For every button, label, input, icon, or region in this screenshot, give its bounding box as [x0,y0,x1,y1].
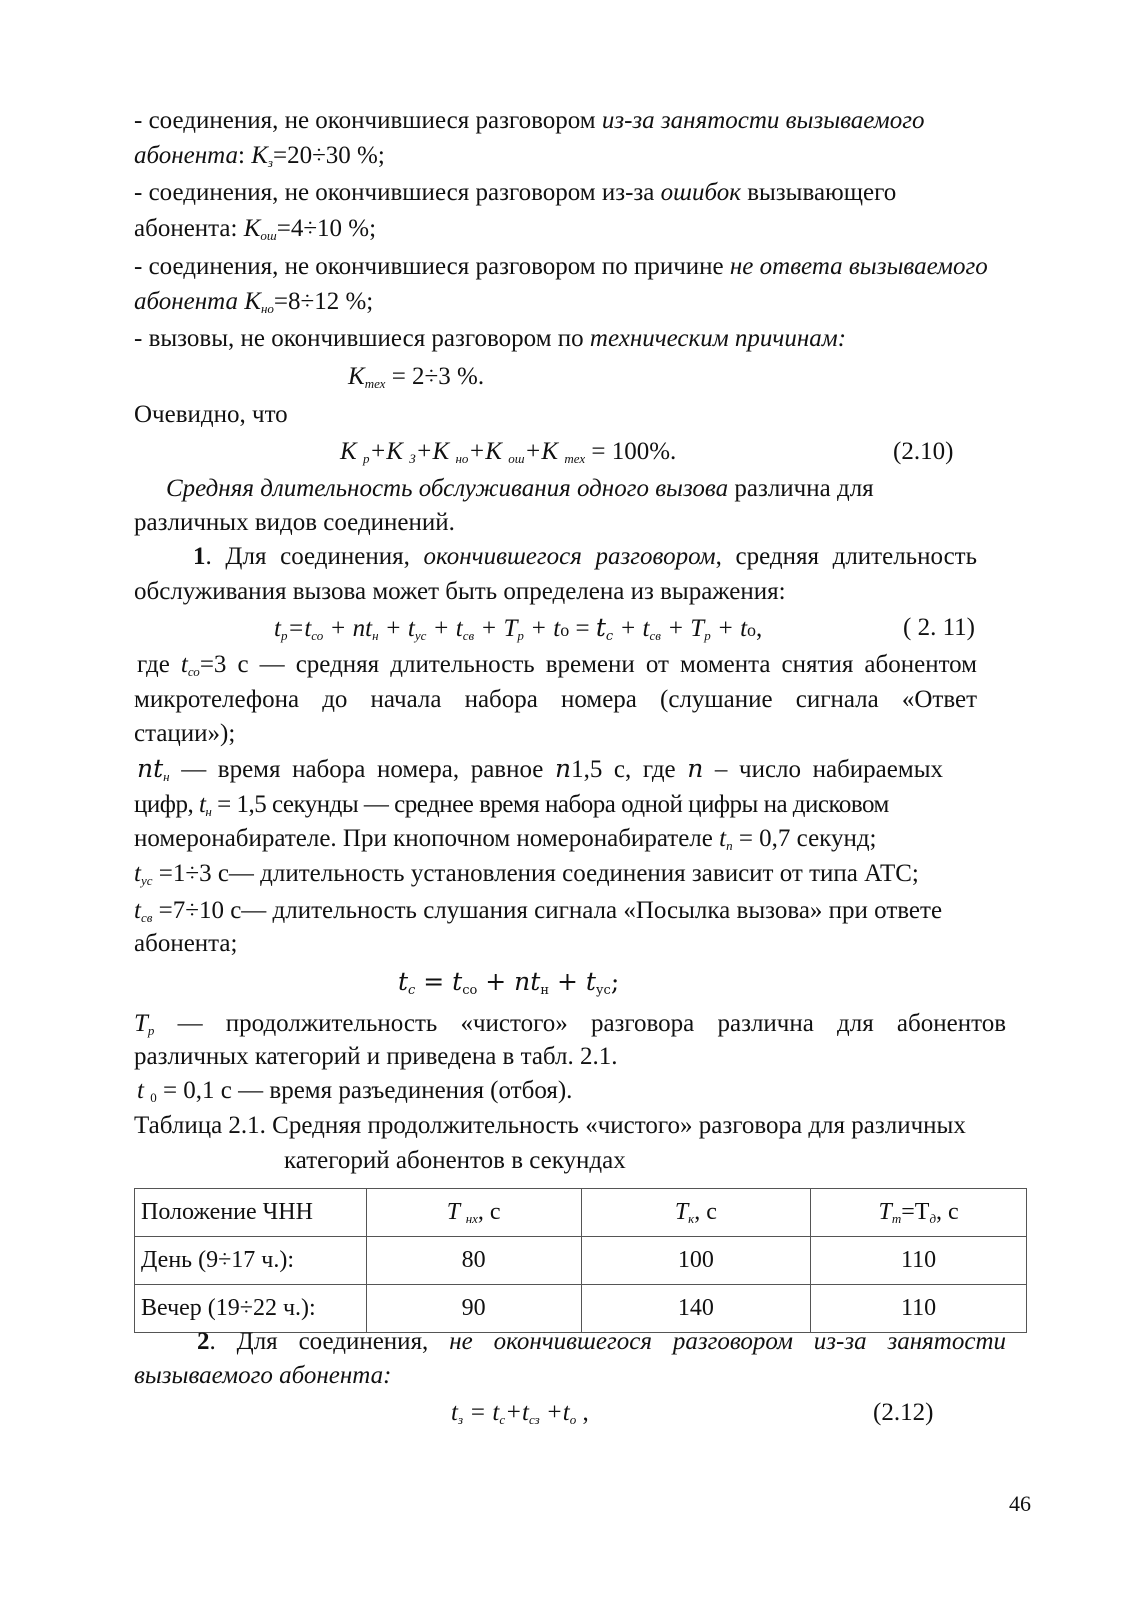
symbol: t [137,1077,151,1104]
text: . Для соединения, [205,543,424,570]
subscript: 0 [150,1090,157,1105]
cell-value: 140 [581,1285,811,1333]
text-line [134,577,786,607]
text: — продолжительность «чистого» разговора различна для абонентов [154,1010,1006,1037]
subscript: ош [508,451,525,466]
text: + [477,967,515,996]
math-symbol: nt [514,967,541,996]
symbol: t [134,860,141,887]
symbol: K [251,142,268,169]
text-line [134,106,925,136]
text: где [137,651,181,678]
text-line [137,754,943,785]
text-line [137,1076,572,1106]
subscript: д [929,1211,937,1226]
subscript: т [891,1211,902,1226]
symbol: + t [710,615,748,642]
text: =7÷10 с— длительность слушания сигнала «Посылка вызова» при ответе [152,897,943,924]
text-italic: абонента [134,142,239,169]
subscript: св [462,628,475,643]
text-line [134,1361,391,1391]
text: , средняя длительность [715,543,978,570]
text: о [747,620,757,640]
text: = [569,615,596,642]
text-line [134,141,385,171]
text-italic: ошибок [660,179,741,206]
subscript: н [540,983,549,998]
table-row [135,1285,1027,1333]
subscript: к [688,1211,695,1226]
symbol: +K [524,438,565,465]
symbol: T [134,1010,148,1037]
math-symbol: nt [137,754,164,783]
row-label: Вечер (19÷22 ч.): [135,1285,367,1333]
text-italic: не окончившегося разговором из-за занятости [449,1328,1006,1355]
text-italic: техническим причинам: [589,325,847,352]
symbol: +K [369,438,410,465]
cell-value: 90 [366,1285,581,1333]
text: — время набора номера, равное [169,756,555,783]
cell-value: 110 [811,1285,1027,1333]
symbol: t [451,1399,458,1426]
text: = 0,1 с — время разъединения (отбоя). [156,1077,573,1104]
symbol: +t [539,1399,570,1426]
text-italic: вызываемого абонента: [134,1362,392,1389]
text: - вызовы, не окончившиеся разговором по [134,325,590,352]
table-caption-continued [284,1146,626,1176]
subscript: р [147,1023,155,1038]
symbol: + T [660,615,705,642]
text: : [238,142,252,169]
header-cell [581,1189,811,1237]
subscript: з [267,155,273,170]
header-cell [366,1189,581,1237]
symbol: T [878,1199,892,1225]
text: стации»); [134,720,236,747]
math-symbol: t [585,967,596,996]
table-header-row [135,1189,1027,1237]
row-label: День (9÷17 ч.): [135,1237,367,1285]
symbol: = t [463,1399,500,1426]
text: абонента: [134,215,244,242]
text-line [134,178,896,208]
text: . Для соединения, [209,1328,450,1355]
page-number: 46 [1009,1491,1031,1516]
text: о [560,620,570,640]
subscript: н [372,628,379,643]
symbol: +K [415,438,456,465]
subscript: со [187,664,200,679]
text: - соединения, не окончившиеся разговором из-за [134,179,661,206]
math-symbol: n [554,754,572,783]
subscript: тех [564,451,586,466]
text: ; [610,967,620,996]
text-bold: 1 [193,543,206,570]
text-italic: окончившегося разговором [423,543,716,570]
text-line [134,508,455,538]
subscript: ус [140,873,153,888]
math-symbol: t [595,613,606,642]
text-line [134,896,942,926]
symbol: + nt [323,615,373,642]
subscript: ош [260,228,277,243]
text-italic: Средняя длительность обслуживания одного вызова [166,475,729,502]
text: = 2÷3 %. [385,363,485,390]
symbol: t [198,791,206,818]
text-italic: не ответа вызываемого [729,253,988,280]
text-line [134,719,235,749]
text: различна для [728,475,874,502]
table-2-1 [134,1188,1027,1333]
subscript: с [499,1412,506,1427]
text: Таблица 2.1. Средняя продолжительность «чистого» разговора для различных [134,1112,966,1139]
symbol: t [274,615,281,642]
text: обслуживания вызова может быть определена из выражения: [134,578,786,605]
formula-ktex [348,362,484,392]
subscript: но [260,301,274,316]
text: = [415,967,453,996]
text: = 1,5 секунды — среднее время набора одной цифры на дисковом [211,791,889,818]
text: цифр, [134,791,199,818]
text-line [134,790,889,820]
symbol: t [180,651,188,678]
subscript: р [280,628,288,643]
symbol: + t [378,615,415,642]
text-line [193,542,977,572]
subscript: со [311,628,324,643]
equation-number: (2.12) [873,1399,934,1426]
text: , [756,615,763,642]
text-line [166,474,874,504]
subscript: тех [364,376,386,391]
text: - соединения, не окончившиеся разговором по причине [134,253,730,280]
subscript: c [408,983,416,998]
symbol: + t [426,615,463,642]
text: 1,5 с, где [571,756,688,783]
math-symbol: t [398,967,409,996]
formula-2-10 [340,437,676,467]
subscript: нх [465,1211,478,1226]
table-row [135,1237,1027,1285]
subscript: з [457,1412,464,1427]
symbol: K [340,438,363,465]
text: =20÷30 %; [272,142,385,169]
text-line [134,324,846,354]
text-line [134,1042,618,1072]
math-symbol: t [452,967,463,996]
subscript: ус [414,628,427,643]
symbol: t [134,897,141,924]
text: = 0,7 секунд; [732,825,877,852]
text: , с [936,1199,959,1225]
equation-number: ( 2. 11) [903,614,975,641]
symbol: =t [287,615,312,642]
cell-value: 80 [366,1237,581,1285]
text: - соединения, не окончившиеся разговором [134,107,602,134]
text-line [134,824,877,854]
text-line [134,214,376,244]
equation-number: (2.10) [893,438,954,465]
subscript: св [140,910,153,925]
symbol: K [243,215,261,242]
subscript: п [726,838,733,853]
cell-value: 110 [811,1237,1027,1285]
symbol: T [674,1199,689,1225]
text-line [134,859,919,889]
text: , с [694,1199,717,1225]
text: =3 с — средняя длительность времени от момента снятия абонентом [199,651,978,678]
subscript: св [649,628,661,643]
formula-2-11 [274,613,762,645]
subscript: ус [595,983,611,998]
text: номеронабирателе. При кнопочном номеронабирателе [134,825,720,852]
symbol: T [446,1199,466,1225]
text-line [134,252,988,282]
symbol: t [719,825,727,852]
text: , с [477,1199,501,1225]
text: + [549,967,586,996]
text: = 100%. [585,438,677,465]
text-italic: абонента K [134,288,261,315]
formula-2-12 [451,1398,589,1428]
text-italic: из-за занятости вызываемого [601,107,925,134]
subscript: р [362,451,370,466]
header-cell [811,1189,1027,1237]
subscript: р [704,628,711,643]
text: =4÷10 %; [276,215,377,242]
subscript: н [163,769,170,784]
symbol: + t [613,615,650,642]
text: Положение ЧНН [141,1199,313,1225]
text: различных видов соединений. [134,509,455,536]
text-line [197,1327,1006,1357]
text: =T [901,1199,930,1225]
text-line [134,1009,1006,1039]
table-caption [134,1111,966,1141]
text: , [576,1399,589,1426]
formula-tc [398,967,619,997]
text-line [134,685,977,715]
subscript: З [409,451,416,466]
symbol: +t [505,1399,529,1426]
text: абонента; [134,930,238,957]
text-bold: 2 [197,1328,210,1355]
text-line [134,929,237,959]
text: категорий абонентов в секундах [284,1147,626,1174]
header-cell [135,1189,367,1237]
text: – число набираемых [703,756,943,783]
symbol: +K [468,438,509,465]
text: =8÷12 %; [273,288,374,315]
subscript: о [569,1412,577,1427]
text: =1÷3 с— длительность установления соединения зависит от типа АТС; [152,860,919,887]
text: микротелефона до начала набора номера (слушание сигнала «Ответ [134,686,977,713]
subscript: р [517,628,524,643]
text-line [137,650,977,680]
math-symbol: n [687,754,704,783]
symbol: + T [474,615,518,642]
text-line [134,400,288,430]
cell-value: 100 [581,1237,811,1285]
text: вызывающего [740,179,897,206]
subscript: сз [528,1412,540,1427]
text: различных категорий и приведена в табл. 2.1. [134,1043,618,1070]
subscript: со [462,983,478,998]
text: Очевидно, что [134,401,288,428]
symbol: + t [523,615,561,642]
subscript: но [455,451,469,466]
symbol: K [348,363,365,390]
subscript: н [205,804,212,819]
subscript: c [605,629,614,644]
text-line [134,287,373,317]
